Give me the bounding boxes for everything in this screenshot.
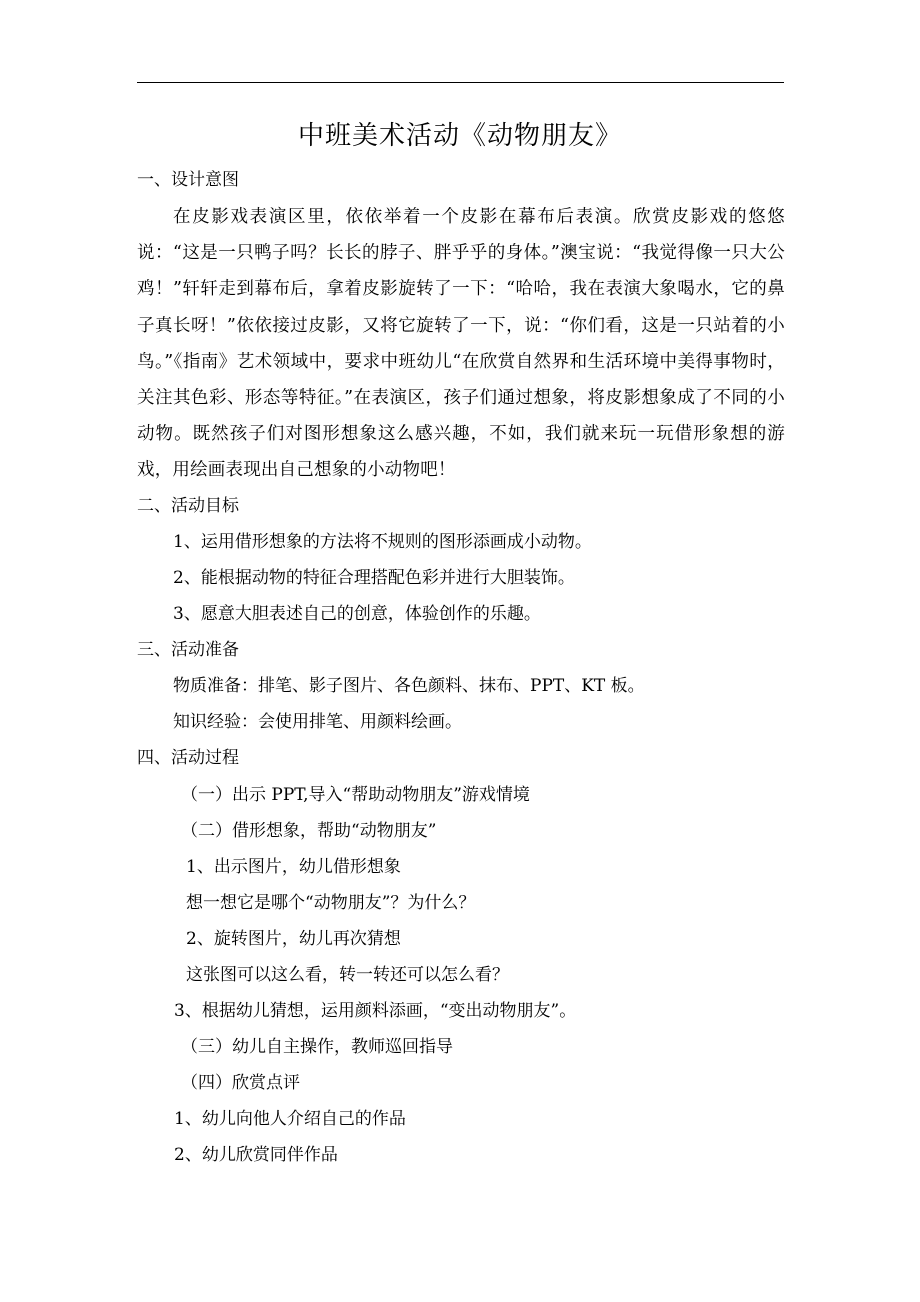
- process-step: 2、幼儿欣赏同伴作品: [174, 1145, 338, 1165]
- process-step: 想一想它是哪个“动物朋友”？为什么？: [186, 893, 476, 913]
- goal-item: 3、愿意大胆表述自己的创意，体验创作的乐趣。: [173, 604, 541, 624]
- process-step: 3、根据幼儿猜想，运用颜料添画，“变出动物朋友”。: [174, 1001, 577, 1021]
- goal-item: 1、运用借形想象的方法将不规则的图形添画成小动物。: [173, 532, 592, 552]
- process-step: 1、出示图片，幼儿借形想象: [186, 857, 401, 877]
- design-intent-paragraph: 在皮影戏表演区里，依依举着一个皮影在幕布后表演。欣赏皮影戏的悠悠说：“这是一只鸭子吗？长长的脖子、胖乎乎的身体。”澳宝说：“我觉得像一只大公鸡！”轩轩走到幕布后，拿着皮影旋转了一下：“哈哈，我在表演大象喝水，它的鼻子真长呀！”依依接过皮影，又将它旋转了一下，说：“你们看，这是一只站着的小鸟。”《指南》艺术领域中，要求中班幼儿“在欣赏自然界和生活环境中美得事物时，关注其色彩、形态等特征。”在表演区，孩子们通过想象，将皮影想象成了不同的小动物。既然孩子们对图形想象这么感兴趣，不如，我们就来玩一玩借形象想的游戏，用绘画表现出自己想象的小动物吧！: [137, 207, 785, 481]
- process-step: （二）借形想象，帮助“动物朋友”: [181, 821, 437, 841]
- document-title: 中班美术活动《动物朋友》: [297, 121, 622, 151]
- section-heading-process: 四、活动过程: [137, 748, 239, 768]
- process-step: 2、旋转图片，幼儿再次猜想: [186, 929, 401, 949]
- process-step: 这张图可以这么看，转一转还可以怎么看？: [186, 965, 509, 985]
- goal-item: 2、能根据动物的特征合理搭配色彩并进行大胆装饰。: [173, 568, 575, 588]
- preparation-item: 物质准备：排笔、影子图片、各色颜料、抹布、PPT、KT 板。: [173, 676, 645, 696]
- section-heading-preparation: 三、活动准备: [137, 640, 239, 660]
- process-step: 1、幼儿向他人介绍自己的作品: [174, 1109, 406, 1129]
- section-heading-design-intent: 一、设计意图: [137, 170, 239, 190]
- header-rule: [137, 82, 784, 83]
- process-step: （一）出示 PPT,导入“帮助动物朋友”游戏情境: [181, 785, 530, 805]
- section-heading-goals: 二、活动目标: [137, 496, 239, 516]
- preparation-item: 知识经验：会使用排笔、用颜料绘画。: [173, 712, 462, 732]
- process-step: （三）幼儿自主操作，教师巡回指导: [181, 1037, 453, 1057]
- process-step: （四）欣赏点评: [181, 1073, 300, 1093]
